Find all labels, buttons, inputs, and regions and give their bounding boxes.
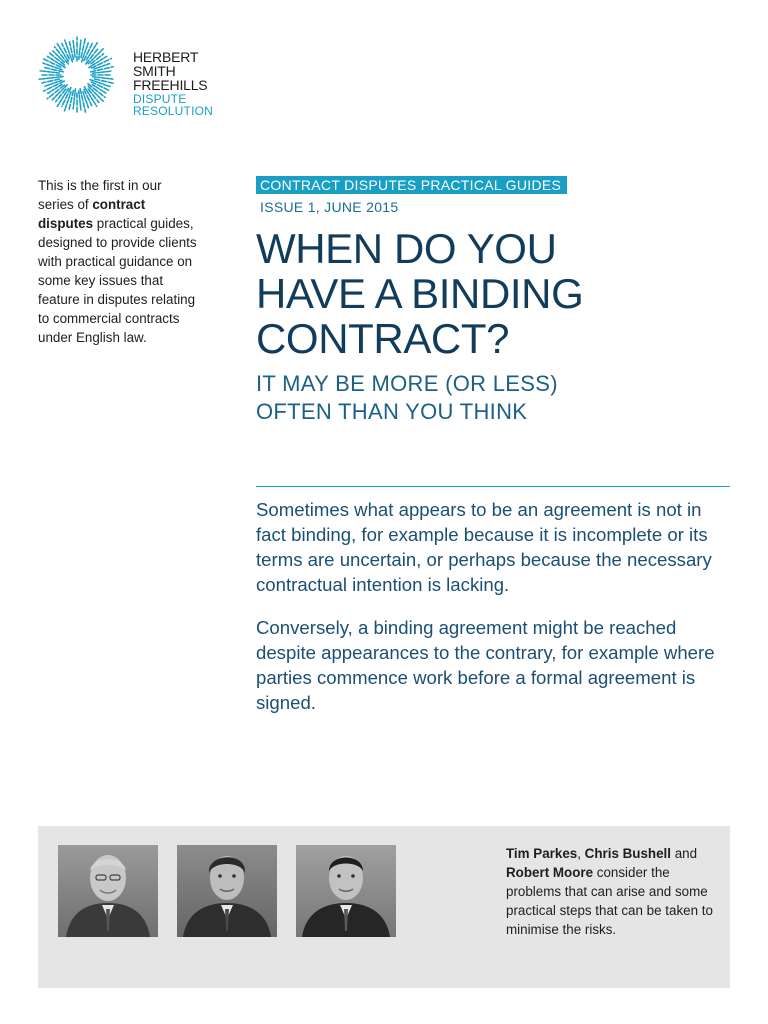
series-label: CONTRACT DISPUTES PRACTICAL GUIDES <box>256 176 567 194</box>
issue-date: ISSUE 1, JUNE 2015 <box>260 199 399 215</box>
author-name-1: Tim Parkes <box>506 846 578 861</box>
logo-name-line-1: HERBERT <box>133 49 199 65</box>
logo-name-line-2: SMITH <box>133 63 176 79</box>
author-name-3: Robert Moore <box>506 865 594 880</box>
logo-wordmark <box>133 50 213 117</box>
author-photo-tim-parkes <box>58 845 158 937</box>
title-line-2: HAVE A BINDING <box>256 270 584 317</box>
author-photo-chris-bushell <box>177 845 277 937</box>
sunburst-logo-icon <box>38 36 116 114</box>
author-separator-2: and <box>671 846 698 861</box>
author-separator-1: , <box>577 846 585 861</box>
logo-division-line-2: RESOLUTION <box>133 104 214 118</box>
summary-paragraph-2: Conversely, a binding agreement might be reached despite appearances to the contrary, for example where parties commence work before a formal agreement is signed. <box>256 617 715 713</box>
author-photo-robert-moore <box>296 845 396 937</box>
authors-description-text: consider the problems that can arise and some practical steps that can be taken to minimise the risks. <box>506 865 713 937</box>
intro-text-end: practical guides, designed to provide clients with practical guidance on some key issues that feature in disputes relating to commercial contracts under English law. <box>38 216 197 345</box>
authors-panel <box>38 826 730 988</box>
subtitle-line-2: OFTEN THAN YOU THINK <box>256 399 528 424</box>
subtitle-line-1: IT MAY BE MORE (OR LESS) <box>256 371 558 396</box>
authors-description <box>506 844 716 939</box>
intro-text-bold: contract disputes <box>38 197 146 231</box>
series-intro-text <box>38 176 198 347</box>
title-line-3: CONTRACT? <box>256 315 510 362</box>
intro-text-start: This is the first in our series of <box>38 178 162 212</box>
logo-name-line-3: FREEHILLS <box>133 77 208 93</box>
page-subtitle <box>256 370 726 426</box>
author-name-2: Chris Bushell <box>584 846 671 861</box>
brand-logo <box>38 36 218 116</box>
logo-division-line-1: DISPUTE <box>133 92 187 106</box>
section-divider <box>256 486 730 487</box>
summary-body <box>256 497 730 733</box>
title-line-1: WHEN DO YOU <box>256 225 557 272</box>
summary-paragraph-1: Sometimes what appears to be an agreement is not in fact binding, for example because it is incomplete or its terms are uncertain, or perhaps because the necessary contractual intention is lacking. <box>256 499 712 595</box>
page-title <box>256 226 726 361</box>
